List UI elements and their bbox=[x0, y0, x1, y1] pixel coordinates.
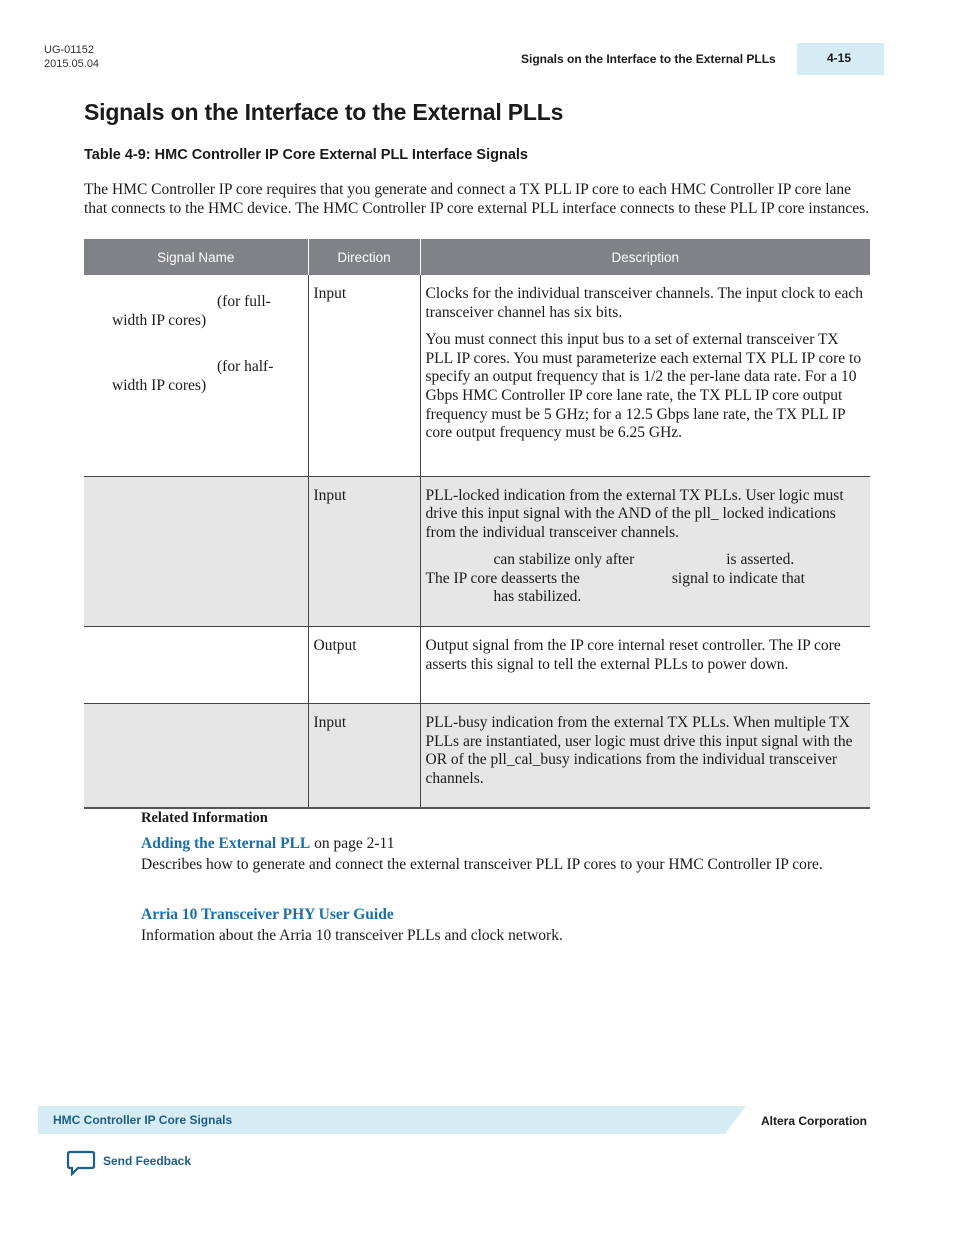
direction-cell: Input bbox=[308, 275, 420, 476]
page-number: 4-15 bbox=[827, 51, 852, 65]
table-row bbox=[84, 476, 870, 627]
footer-company: Altera Corporation bbox=[761, 1114, 868, 1128]
related-item-description: Information about the Arria 10 transceiver PLLs and clock network. bbox=[141, 927, 563, 944]
col-header-description: Description bbox=[420, 239, 870, 275]
signal-variant-full-note: width IP cores) bbox=[112, 311, 207, 329]
feedback-icon[interactable] bbox=[66, 1150, 96, 1176]
send-feedback-link[interactable]: Send Feedback bbox=[103, 1154, 192, 1168]
signal-variant-half-note: width IP cores) bbox=[112, 376, 207, 394]
description-text: can stabilize only after is asserted. The IP core deasserts the signal to indicate that has stabilized. bbox=[425, 551, 805, 606]
intro-paragraph: The HMC Controller IP core requires that you generate and connect a TX PLL IP core to each HMC Controller IP core lane that connects to the HMC device. The HMC Controller IP core external PLL interface connects to these PLL IP core instances. bbox=[84, 181, 870, 217]
related-item bbox=[141, 904, 871, 946]
signal-name-cell bbox=[84, 476, 308, 627]
signal-variant-half: (for half- bbox=[217, 358, 274, 376]
table-row bbox=[84, 627, 870, 704]
footer-chapter-title: HMC Controller IP Core Signals bbox=[53, 1113, 233, 1127]
link-adding-external-pll[interactable]: Adding the External PLL bbox=[141, 835, 311, 852]
col-header-direction: Direction bbox=[308, 239, 420, 275]
description-text: PLL-busy indication from the external TX PLLs. When multiple TX PLLs are instantiated, user logic must drive this input signal with the OR of the pll_cal_busy indications from the individual transceiver channels. bbox=[425, 714, 853, 787]
description-cell bbox=[420, 627, 870, 704]
table-header-row bbox=[84, 239, 870, 275]
table-title: Table 4-9: HMC Controller IP Core External PLL Interface Signals bbox=[84, 147, 528, 163]
signal-name-cell bbox=[84, 275, 308, 476]
description-cell bbox=[420, 476, 870, 627]
signal-name-cell bbox=[84, 627, 308, 704]
header-section-title: Signals on the Interface to the External PLLs bbox=[521, 52, 776, 66]
signals-table bbox=[84, 239, 870, 809]
description-text: PLL-locked indication from the external TX PLLs. User logic must drive this input signal with the AND of the pll_ locked indications from the individual transceiver channels. bbox=[425, 486, 844, 541]
description-cell bbox=[420, 704, 870, 809]
description-cell bbox=[420, 275, 870, 476]
link-page-ref: on page 2-11 bbox=[310, 835, 395, 852]
related-item-description: Describes how to generate and connect the external transceiver PLL IP cores to your HMC Controller IP core. bbox=[141, 856, 823, 873]
signal-name-cell bbox=[84, 704, 308, 809]
link-arria10-phy-guide[interactable]: Arria 10 Transceiver PHY User Guide bbox=[141, 906, 394, 923]
table-row bbox=[84, 704, 870, 809]
doc-date: 2015.05.04 bbox=[44, 58, 100, 70]
related-item bbox=[141, 833, 871, 875]
description-text: Output signal from the IP core internal reset controller. The IP core asserts this signal to tell the external PLLs to power down. bbox=[425, 637, 841, 673]
direction-cell: Input bbox=[308, 476, 420, 627]
related-information-heading: Related Information bbox=[141, 810, 268, 826]
doc-id-block bbox=[44, 43, 99, 71]
page-title: Signals on the Interface to the External PLLs bbox=[84, 99, 564, 125]
direction-cell: Output bbox=[308, 627, 420, 704]
signal-variant-full: (for full- bbox=[217, 293, 271, 310]
direction-cell: Input bbox=[308, 704, 420, 809]
table-row bbox=[84, 275, 870, 476]
doc-id: UG-01152 bbox=[44, 44, 94, 56]
description-text: Clocks for the individual transceiver channels. The input clock to each transceiver channel has six bits. bbox=[425, 285, 863, 321]
description-text: You must connect this input bus to a set of external transceiver TX PLL IP cores. You must parameterize each external TX PLL IP core to specify an output frequency that is 1/2 the per-lane data rate. For a 10 Gbps HMC Controller IP core lane rate, the TX PLL IP core output frequency must be 5 GHz; for a 12.5 Gbps lane rate, the TX PLL IP core output frequency must be 6.25 GHz. bbox=[425, 331, 862, 442]
col-header-signal-name: Signal Name bbox=[84, 239, 308, 275]
